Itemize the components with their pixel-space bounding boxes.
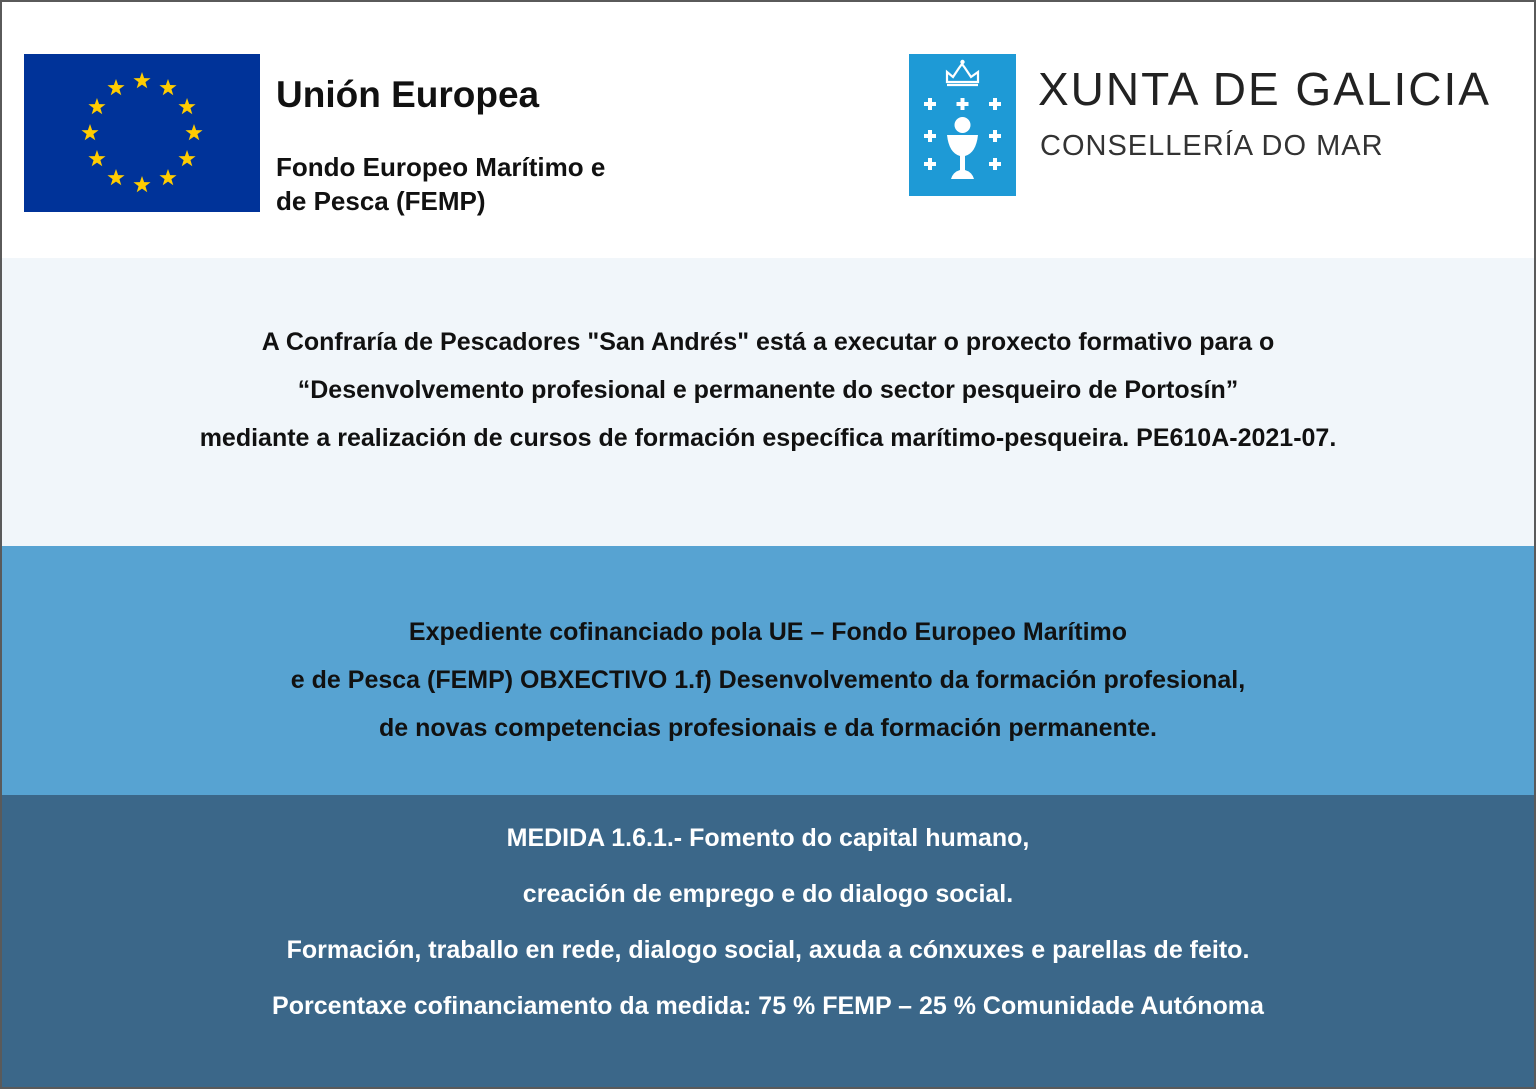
xunta-department: CONSELLERÍA DO MAR (1040, 130, 1384, 162)
project-line: “Desenvolvemento profesional e permanente do sector pesqueiro de Portosín” (297, 376, 1239, 404)
project-line: mediante a realización de cursos de formación específica marítimo-pesqueira. PE610A-2021-07. (199, 424, 1337, 452)
eu-fund-name (276, 150, 676, 218)
eu-flag-icon (24, 54, 260, 212)
eu-fund-line: Fondo Europeo Marítimo e (276, 152, 606, 182)
measure-line: Formación, traballo en rede, dialogo social, axuda a cónxuxes e parellas de feito. (286, 936, 1250, 964)
eu-fund-line: de Pesca (FEMP) (276, 186, 486, 216)
funding-statement (2, 546, 1534, 795)
xunta-name: XUNTA DE GALICIA (1038, 63, 1491, 115)
eu-title: Unión Europea (276, 74, 540, 115)
logo-header (2, 2, 1534, 258)
measure-line: Porcentaxe cofinanciamento da medida: 75 % FEMP – 25 % Comunidade Autónoma (272, 992, 1264, 1020)
project-line: A Confraría de Pescadores "San Andrés" está a executar o proxecto formativo para o (261, 328, 1275, 356)
project-description (2, 258, 1534, 546)
measure-line: MEDIDA 1.6.1.- Fomento do capital humano, (506, 824, 1030, 852)
funding-line: e de Pesca (FEMP) OBXECTIVO 1.f) Desenvolvemento da formación profesional, (290, 666, 1246, 694)
measure-line: creación de emprego e do dialogo social. (522, 880, 1014, 908)
galicia-emblem-icon (909, 54, 1016, 196)
funding-line: de novas competencias profesionais e da formación permanente. (378, 714, 1157, 742)
funding-line: Expediente cofinanciado pola UE – Fondo Europeo Marítimo (408, 618, 1128, 646)
measure-details (2, 795, 1534, 1089)
